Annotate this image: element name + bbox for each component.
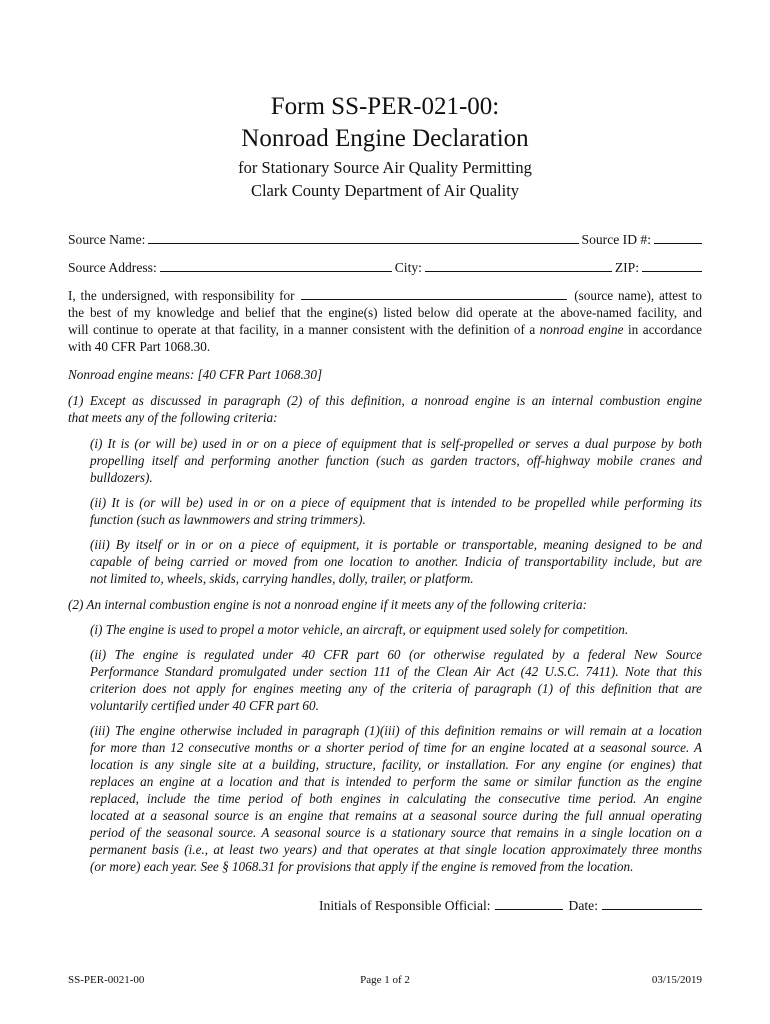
city-label: City: <box>394 260 422 275</box>
declaration-line: with 40 CFR Part 1068.30. <box>68 339 211 354</box>
paragraph-line: permanent basis (i.e., at least two years) and that operates at that single location approximately three months <box>90 842 702 857</box>
paragraph-line: period of the seasonal source. A seasonal source is a stationary source that remains in a single location on a <box>90 825 702 840</box>
definition-paragraph-1 <box>68 392 702 426</box>
paragraph-line: (i) The engine is used to propel a motor vehicle, an aircraft, or equipment used solely for competition. <box>90 622 629 637</box>
footer-form-code: SS-PER-0021-00 <box>68 974 145 986</box>
form-name: Nonroad Engine Declaration <box>241 125 529 152</box>
source-address-label: Source Address: <box>68 260 157 275</box>
initials-row <box>319 897 702 914</box>
responsible-source-field[interactable] <box>301 287 567 300</box>
paragraph-line: propelling itself and performing another function (such as garden tractors, off-highway mobile cranes and <box>90 453 702 468</box>
initials-field[interactable] <box>495 897 563 910</box>
initials-label: Initials of Responsible Official: <box>319 898 491 913</box>
source-address-field[interactable] <box>160 259 392 272</box>
definition-paragraph-2-iii <box>90 722 702 875</box>
agency-name: Clark County Department of Air Quality <box>250 181 520 200</box>
source-name-field[interactable] <box>148 231 578 244</box>
paragraph-line: (iii) The engine otherwise included in paragraph (1)(iii) of this definition remains or will remain at a location <box>90 723 702 738</box>
form-subtitle: for Stationary Source Air Quality Permitting <box>238 158 532 177</box>
paragraph-line: bulldozers). <box>90 470 153 485</box>
paragraph-line: (2) An internal combustion engine is not a nonroad engine if it meets any of the following criteria: <box>68 597 588 612</box>
footer-date: 03/15/2019 <box>651 974 702 986</box>
definition-paragraph-1-i <box>90 435 702 486</box>
source-id-field[interactable] <box>654 231 702 244</box>
paragraph-line: for more than 12 consecutive months or a shorter period of time for an engine located at a seasonal source. A <box>90 740 702 755</box>
paragraph-line: (1) Except as discussed in paragraph (2) of this definition, a nonroad engine is an internal combustion engine <box>68 393 702 408</box>
paragraph-line: (i) It is (or will be) used in or on a piece of equipment that is self-propelled or serves a dual purpose by both <box>90 436 702 451</box>
paragraph-line: capable of being carried or moved from one location to another. Indicia of transportability include, but are <box>90 554 702 569</box>
city-field[interactable] <box>425 259 612 272</box>
paragraph-line: voluntarily certified under 40 CFR part 60. <box>90 698 319 713</box>
paragraph-line: Performance Standard promulgated under section 111 of the Clean Air Act (42 U.S.C. 7411). Note that this <box>90 664 702 679</box>
declaration-line: the best of my knowledge and belief that the engine(s) listed below did operate at the above-named facility, and <box>68 305 702 320</box>
paragraph-line: replaces an engine at a location and that is intended to perform the same or similar function as the engine <box>90 774 702 789</box>
footer-page-number: Page 1 of 2 <box>360 974 410 986</box>
paragraph-line: criterion does not apply for engines meeting any of the criteria of paragraph (1) of this definition that are <box>90 681 702 696</box>
paragraph-line: function (such as lawnmowers and string trimmers). <box>90 512 366 527</box>
definition-paragraph-1-ii <box>90 494 702 528</box>
source-name-row <box>68 231 702 248</box>
definition-paragraph-2-i <box>90 621 702 638</box>
paragraph-line: (or more) each year. See § 1068.31 for provisions that apply if the engine is removed from the location. <box>90 859 634 874</box>
definition-paragraph-2-ii <box>90 646 702 714</box>
date-label: Date: <box>568 898 598 913</box>
definition-paragraph-1-iii <box>90 536 702 587</box>
paragraph-line: (iii) By itself or in or on a piece of equipment, it is portable or transportable, meaning designed to be and <box>90 537 702 552</box>
paragraph-line: location is any single site at a building, structure, facility, or installation. For any engine (or engines) that <box>90 757 702 772</box>
definition-paragraph-2 <box>68 596 702 613</box>
declaration-paragraph <box>68 287 702 355</box>
source-id-label: Source ID #: <box>581 232 651 247</box>
paragraph-line: replaced, include the time period of both engines in calculating the consecutive time period. An engine <box>90 791 702 806</box>
declaration-line: I, the undersigned, with responsibility for (source name), attest to <box>68 288 703 303</box>
form-title: Form SS-PER-021-00: <box>270 93 500 120</box>
date-field[interactable] <box>602 897 702 910</box>
source-name-label: Source Name: <box>68 232 146 247</box>
zip-label: ZIP: <box>614 260 639 275</box>
definition-heading: Nonroad engine means: [40 CFR Part 1068.30] <box>68 367 323 382</box>
zip-field[interactable] <box>642 259 702 272</box>
paragraph-line: located at a seasonal source is an engine that remains at a seasonal source during the full annual operating <box>90 808 702 823</box>
paragraph-line: (ii) The engine is regulated under 40 CFR part 60 (or otherwise regulated by a federal New Source <box>90 647 702 662</box>
source-address-row <box>68 259 702 276</box>
paragraph-line: that meets any of the following criteria: <box>68 410 278 425</box>
paragraph-line: not limited to, wheels, skids, carrying handles, dolly, trailer, or platform. <box>90 571 474 586</box>
declaration-line: will continue to operate at that facility, in a manner consistent with the definition of a nonroad engine in accordance <box>68 322 703 337</box>
paragraph-line: (ii) It is (or will be) used in or on a piece of equipment that is intended to be propelled while performing its <box>90 495 702 510</box>
